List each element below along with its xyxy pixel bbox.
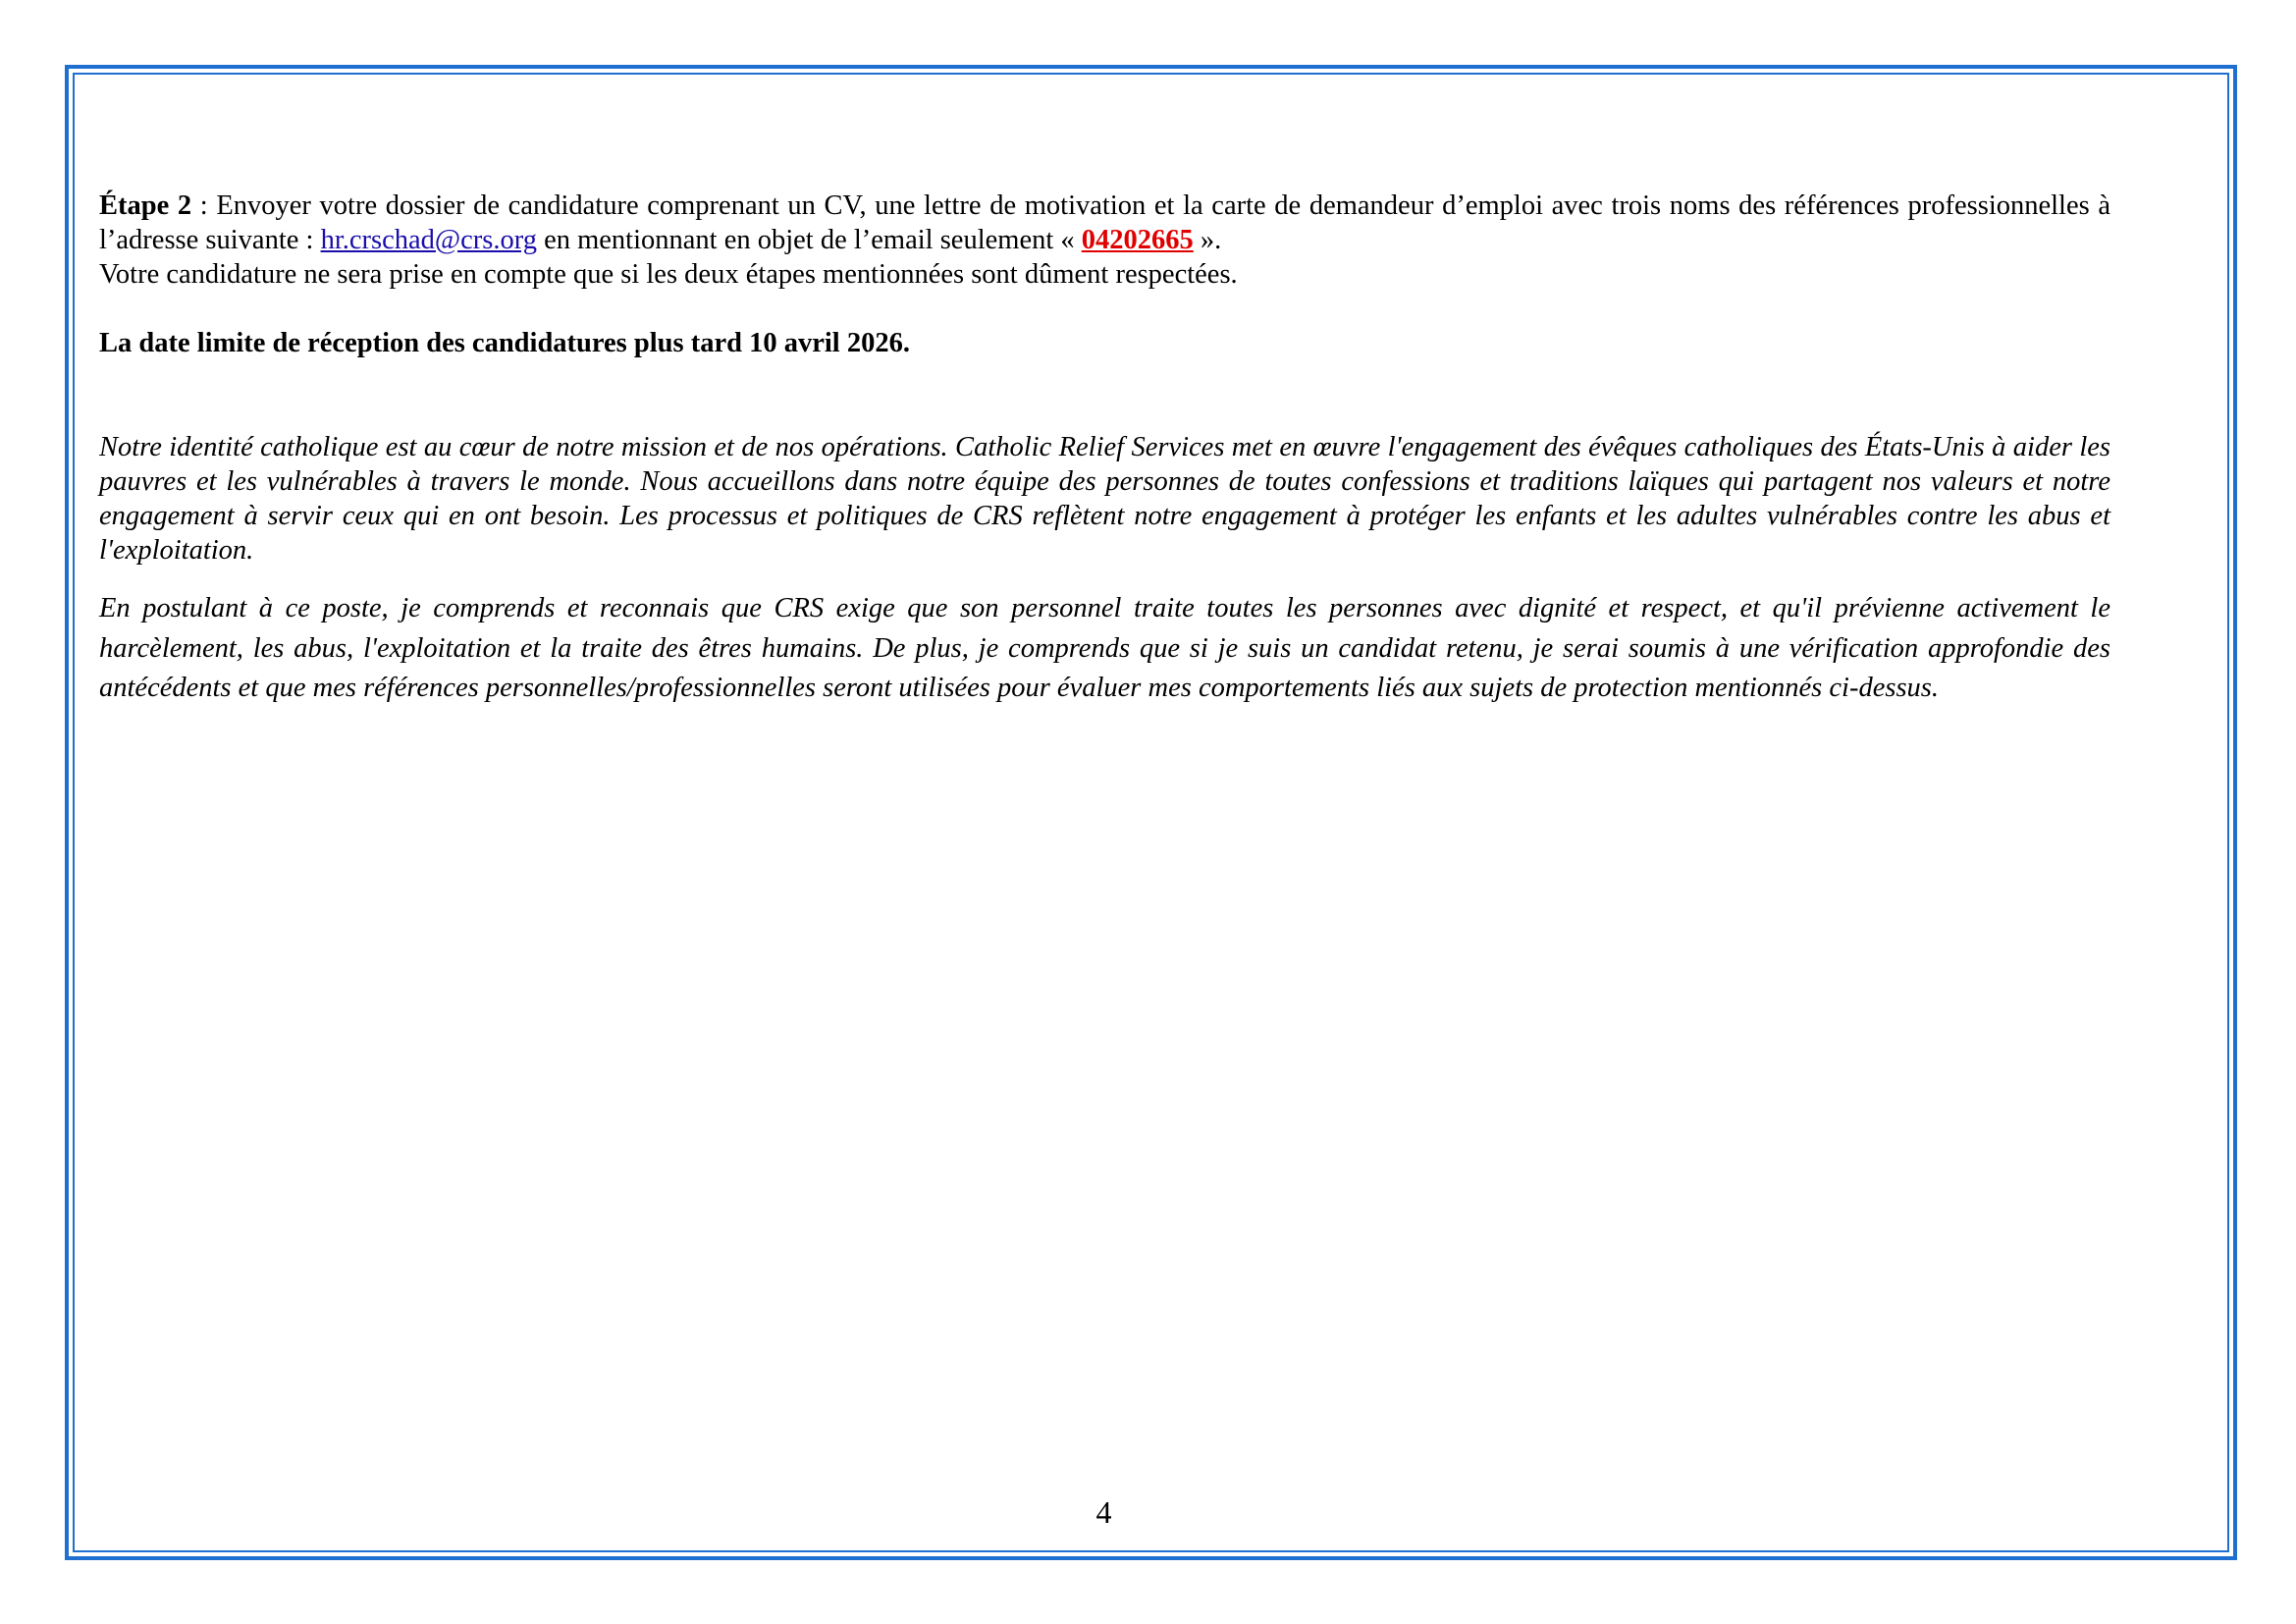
step-2-label: Étape 2 <box>99 190 192 221</box>
step-2-paragraph <box>99 189 2110 257</box>
email-link[interactable]: hr.crschad@crs.org <box>320 225 537 255</box>
step-2-colon: : <box>191 190 217 221</box>
safeguarding-consent-statement: En postulant à ce poste, je comprends et reconnais que CRS exige que son personnel traite toutes les personnes avec dignité et respect, et qu'il prévienne activement le harcèlement, les abus, l'exploitation et la traite des êtres humains. De plus, je comprends que si je suis un candidat retenu, je serai soumis à une vérification approfondie des antécédents et que mes références personnelles/professionnelles seront utilisées pour évaluer mes comportements liés aux sujets de protection mentionnés ci-dessus. <box>99 593 2110 703</box>
reference-code: 04202665 <box>1081 225 1194 255</box>
email-colon: : <box>305 225 321 255</box>
deadline-paragraph: La date limite de réception des candidatures plus tard 10 avril 2026. <box>99 328 910 358</box>
document-body <box>99 189 2110 709</box>
closing-quote: ». <box>1193 225 1222 255</box>
catholic-identity-statement: Notre identité catholique est au cœur de notre mission et de nos opérations. Catholic Relief Services met en œuvre l'engagement des évêques catholiques des États-Unis à aider les pauvres et les vulnérables à travers le monde. Nous accueillons dans notre équipe des personnes de toutes confessions et traditions laïques qui partagent nos valeurs et notre engagement à servir ceux qui en ont besoin. Les processus et politiques de CRS reflètent notre engagement à protéger les enfants et les adultes vulnérables contre les abus et l'exploitation. <box>99 432 2110 566</box>
step-2-instructions: Envoyer votre dossier de candidature comprenant un CV, une lettre de motivation et la carte de demandeur d’emploi avec trois noms des références professionnelles à l’adresse suivante <box>99 190 2111 255</box>
page-number: 4 <box>1095 1494 1112 1530</box>
subject-instructions: en mentionnant en objet de l’email seulement « <box>536 225 1082 255</box>
note-paragraph: Votre candidature ne sera prise en compte que si les deux étapes mentionnées sont dûment respectées. <box>99 259 1238 290</box>
